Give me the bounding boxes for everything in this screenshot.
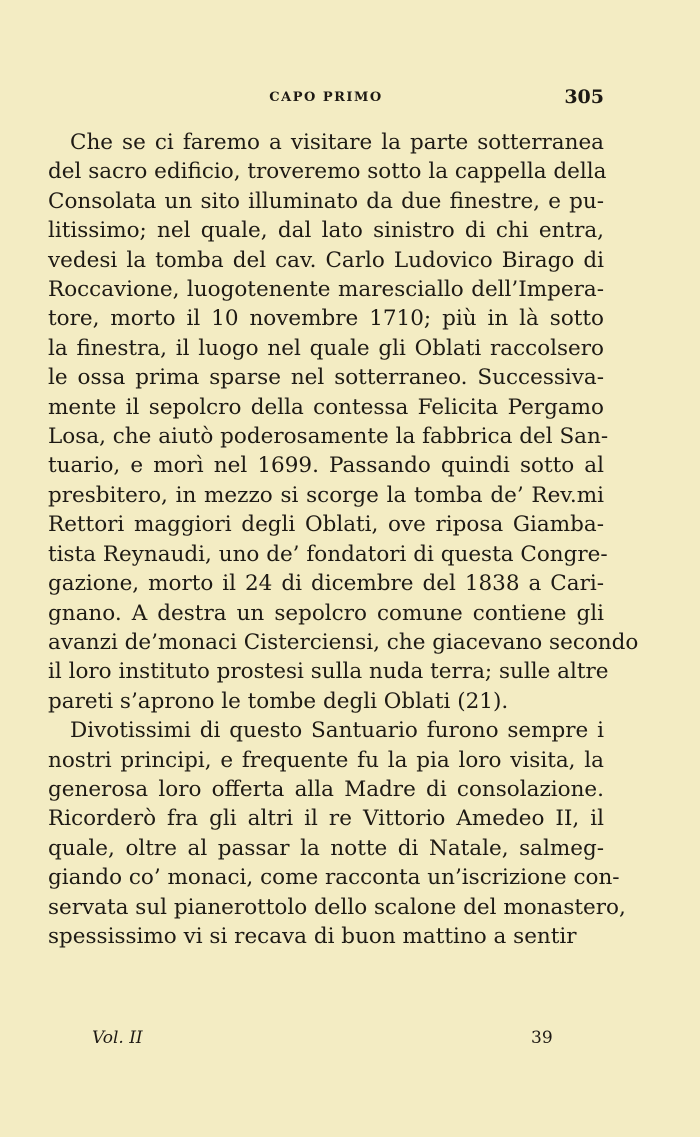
text-line: servata sul pianerottolo dello scalone del monastero, — [48, 894, 626, 920]
text-line: gnano. A destra un sepolcro comune contiene gli — [48, 600, 604, 626]
page-number: 305 — [564, 86, 604, 108]
text-line: quale, oltre al passar la notte di Natale, salmeg- — [48, 835, 604, 861]
text-line: spessissimo vi si recava di buon mattino a sentir — [48, 923, 577, 949]
text-line: avanzi de’monaci Cisterciensi, che giacevano secondo — [48, 629, 639, 655]
text-line: tore, morto il 10 novembre 1710; più in là sotto — [48, 306, 604, 332]
chapter-title: CAPO PRIMO — [269, 90, 383, 105]
volume-label: Vol. II — [92, 1028, 143, 1048]
text-line: giando co’ monaci, come racconta un’iscrizione con- — [48, 865, 620, 891]
text-line: mente il sepolcro della contessa Felicita Pergamo — [48, 394, 604, 420]
text-line: tuario, e morì nel 1699. Passando quindi sotto al — [48, 453, 604, 479]
text-line: Roccavione, luogotenente maresciallo dell’Impera- — [48, 277, 604, 303]
signature-mark: 39 — [531, 1028, 553, 1048]
text-line: le ossa prima sparse nel sotterraneo. Successiva- — [48, 365, 604, 391]
text-line: gazione, morto il 24 di dicembre del 1838 a Cari- — [48, 571, 604, 597]
text-line: tista Reynaudi, uno de’ fondatori di questa Congre- — [48, 541, 608, 567]
text-line: nostri principi, e frequente fu la pia loro visita, la — [48, 747, 604, 773]
text-line: del sacro edificio, troveremo sotto la cappella della — [48, 159, 607, 185]
text-line: Ricorderò fra gli altri il re Vittorio Amedeo II, il — [48, 806, 604, 832]
text-line: Divotissimi di questo Santuario furono sempre i — [70, 718, 604, 744]
text-line: litissimo; nel quale, dal lato sinistro di chi entra, — [48, 218, 604, 244]
text-line: vedesi la tomba del cav. Carlo Ludovico Birago di — [48, 247, 604, 273]
running-header — [48, 86, 604, 112]
text-line: la finestra, il luogo nel quale gli Oblati raccolsero — [48, 335, 604, 361]
text-line: Rettori maggiori degli Oblati, ove riposa Giamba- — [48, 512, 604, 538]
text-line: generosa loro offerta alla Madre di consolazione. — [48, 776, 604, 802]
text-line: pareti s’aprono le tombe degli Oblati (21). — [48, 688, 509, 714]
text-line: presbitero, in mezzo si scorge la tomba de’ Rev.mi — [48, 482, 604, 508]
text-line: Losa, che aiutò poderosamente la fabbrica del San- — [48, 424, 609, 450]
page-footer — [48, 1028, 604, 1050]
text-line: Consolata un sito illuminato da due finestre, e pu- — [48, 188, 604, 214]
body-text — [48, 128, 639, 951]
text-line: Che se ci faremo a visitare la parte sotterranea — [70, 130, 604, 155]
text-line: il loro instituto prostesi sulla nuda terra; sulle altre — [48, 659, 609, 685]
